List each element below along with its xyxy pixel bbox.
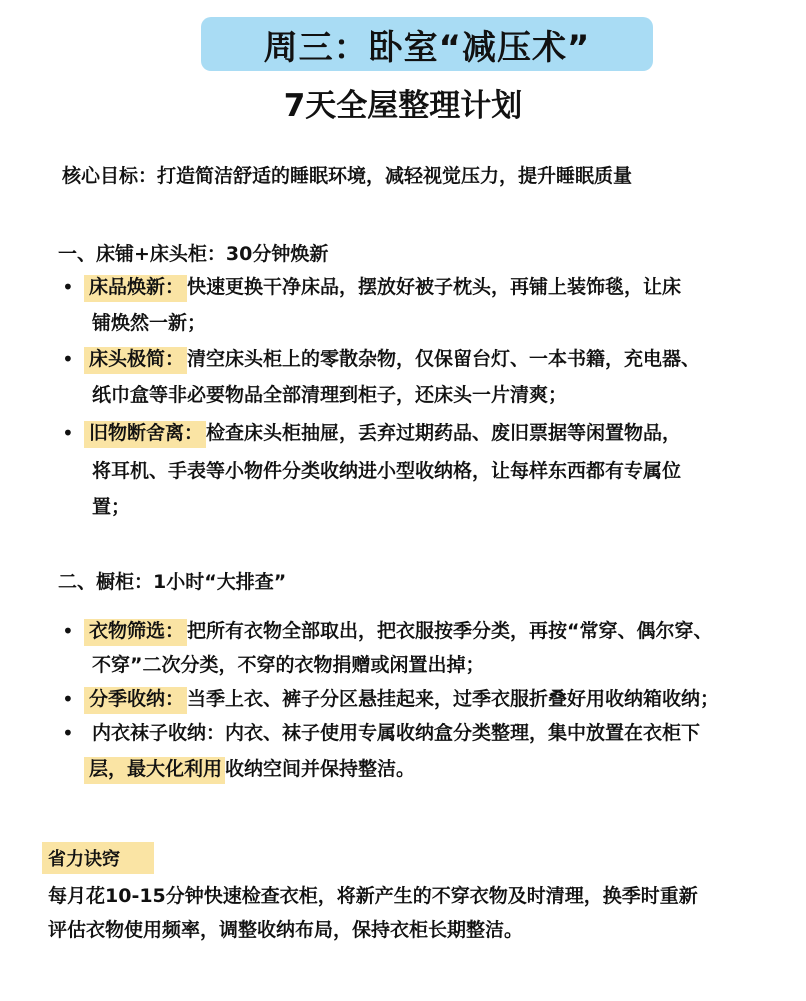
section-1-title: 一、床铺+床头柜：30分钟焕新 [58, 243, 329, 265]
list-item [89, 342, 701, 376]
bullet-dot: • [62, 421, 74, 445]
highlight-label: 衣物筛选： [84, 619, 187, 646]
list-item [89, 270, 682, 304]
page-subtitle: 7天全屋整理计划 [283, 88, 523, 124]
page-title: 周三：卧室“减压术” [263, 27, 591, 68]
item-text-cont: 纸巾盒等非必要物品全部清理到柜子，还床头一片清爽； [92, 384, 568, 406]
item-text: 把所有衣物全部取出，把衣服按季分类，再按“常穿、偶尔穿、 [187, 620, 713, 642]
item-text-cont: 将耳机、手表等小物件分类收纳进小型收纳格，让每样东西都有专属位 [92, 460, 682, 482]
title-banner [201, 17, 653, 71]
item-text-cont: 不穿”二次分类，不穿的衣物捐赠或闲置出掉； [92, 654, 485, 676]
item-text: 当季上衣、裤子分区悬挂起来，过季衣服折叠好用收纳箱收纳； [187, 688, 720, 710]
bullet-dot: • [62, 619, 74, 643]
item-text: 快速更换干净床品，摆放好被子枕头，再铺上装饰毯，让床 [187, 276, 682, 298]
bullet-dot: • [62, 347, 74, 371]
item-text-cont: 置； [92, 496, 131, 518]
highlight-text: 层，最大化利用 [84, 757, 225, 784]
highlight-label: 床品焕新： [84, 275, 187, 302]
highlight-label: 旧物断舍离： [84, 421, 206, 448]
highlight-label: 床头极简： [84, 347, 187, 374]
list-item [89, 614, 713, 648]
item-text: 清空床头柜上的零散杂物，仅保留台灯、一本书籍，充电器、 [187, 348, 701, 370]
item-text-cont: 铺焕然一新； [92, 312, 207, 334]
item-text: 检查床头柜抽屉，丢弃过期药品、废旧票据等闲置物品， [206, 422, 682, 444]
item-text-cont [89, 752, 416, 786]
list-item [89, 416, 682, 450]
item-text: 收纳空间并保持整洁。 [225, 758, 416, 780]
bullet-dot: • [62, 721, 74, 745]
bullet-dot: • [62, 687, 74, 711]
core-goal: 核心目标：打造简洁舒适的睡眠环境，减轻视觉压力，提升睡眠质量 [62, 165, 633, 187]
tip-text: 每月花10-15分钟快速检查衣柜，将新产生的不穿衣物及时清理，换季时重新 [48, 885, 698, 907]
list-item [89, 682, 720, 716]
bullet-dot: • [62, 275, 74, 299]
highlight-label: 分季收纳： [84, 687, 187, 714]
tip-label: 省力诀窍 [42, 842, 154, 874]
section-2-title: 二、橱柜：1小时“大排查” [58, 571, 287, 593]
tip-text-cont: 评估衣物使用频率，调整收纳布局，保持衣柜长期整洁。 [48, 919, 524, 941]
list-item: 内衣袜子收纳：内衣、袜子使用专属收纳盒分类整理，集中放置在衣柜下 [92, 722, 701, 744]
